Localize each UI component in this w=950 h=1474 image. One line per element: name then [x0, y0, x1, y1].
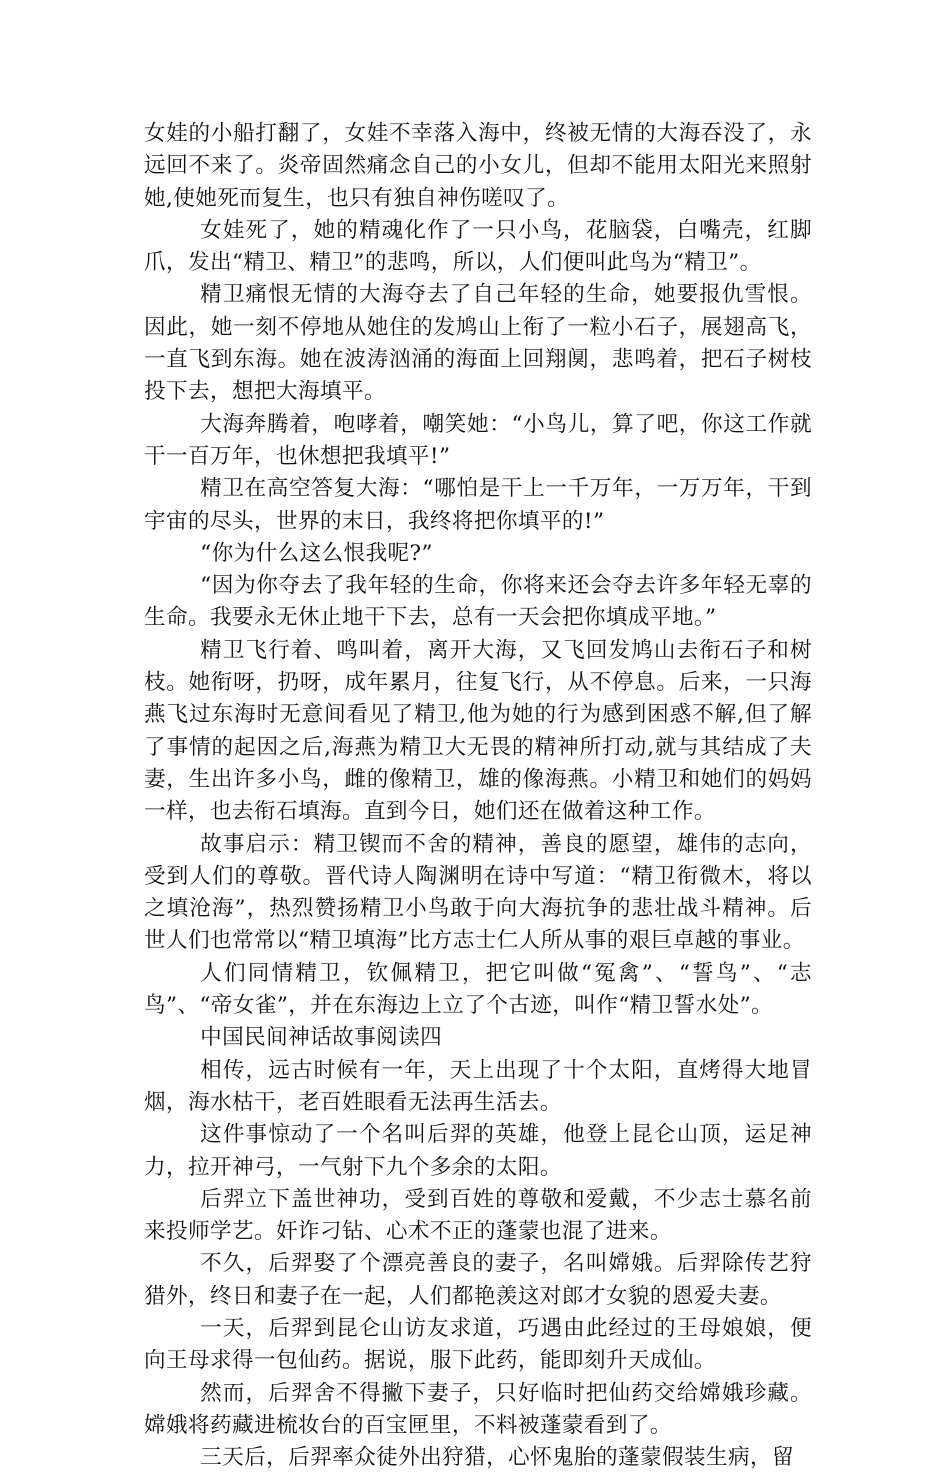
- section-heading: 中国民间神话故事阅读四: [200, 1025, 443, 1051]
- paragraph: “你为什么这么恨我呢?”: [200, 540, 433, 566]
- paragraph: 人们同情精卫，钦佩精卫，把它叫做“冤禽”、“誓鸟”、“志鸟”、“帝女雀”，并在东海边上立了个古迹，叫作“精卫誓水处”。: [144, 960, 812, 1019]
- paragraph: 女娃死了，她的精魂化作了一只小鸟，花脑袋，白嘴壳，红脚爪，发出“精卫、精卫”的悲鸣，所以，人们便叫此鸟为“精卫”。: [144, 217, 812, 276]
- paragraph: 这件事惊动了一个名叫后羿的英雄，他登上昆仑山顶，运足神力，拉开神弓，一气射下九个多余的太阳。: [144, 1122, 812, 1180]
- document-body: [144, 118, 812, 1474]
- paragraph: 精卫在高空答复大海：“哪怕是干上一千万年，一万万年，干到宇宙的尽头，世界的末日，我终将把你填平的!”: [144, 476, 812, 534]
- paragraph: 一天，后羿到昆仑山访友求道，巧遇由此经过的王母娘娘，便向王母求得一包仙药。据说，服下此药，能即刻升天成仙。: [144, 1315, 812, 1374]
- paragraph: 精卫痛恨无情的大海夺去了自己年轻的生命，她要报仇雪恨。因此，她一刻不停地从她住的发鸠山上衔了一粒小石子，展翅高飞，一直飞到东海。她在波涛汹涌的海面上回翔阒，悲鸣着，把石子树枝投下去，想把大海填平。: [144, 282, 812, 405]
- paragraph: 后羿立下盖世神功，受到百姓的尊敬和爱戴，不少志士慕名前来投师学艺。奸诈刁钻、心术不正的蓬蒙也混了进来。: [144, 1186, 812, 1245]
- paragraph: 大海奔腾着，咆哮着，嘲笑她：“小鸟儿，算了吧，你这工作就干一百万年，也休想把我填平!”: [144, 411, 812, 469]
- paragraph: 女娃的小船打翻了，女娃不幸落入海中，终被无情的大海吞没了，永远回不来了。炎帝固然痛念自己的小女儿，但却不能用太阳光来照射她,使她死而复生，也只有独自神伤嗟叹了。: [144, 121, 812, 211]
- paragraph: 故事启示：精卫锲而不舍的精神，善良的愿望，雄伟的志向，受到人们的尊敬。晋代诗人陶渊明在诗中写道：“精卫衔微木，将以之填沧海”，热烈赞扬精卫小鸟敢于向大海抗争的悲壮战斗精神。后世人们也常常以“精卫填海”比方志士仁人所从事的艰巨卓越的事业。: [144, 831, 812, 954]
- paragraph: 相传，远古时候有一年，天上出现了十个太阳，直烤得大地冒烟，海水枯干，老百姓眼看无法再生活去。: [144, 1057, 812, 1115]
- paragraph: “因为你夺去了我年轻的生命，你将来还会夺去许多年轻无辜的生命。我要永无休止地干下去，总有一天会把你填成平地。”: [144, 573, 812, 631]
- paragraph: 三天后，后羿率众徒外出狩猎，心怀鬼胎的蓬蒙假装生病，留: [200, 1445, 794, 1471]
- paragraph: 然而，后羿舍不得撇下妻子，只好临时把仙药交给嫦娥珍藏。嫦娥将药藏进梳妆台的百宝匣里，不料被蓬蒙看到了。: [144, 1380, 812, 1438]
- paragraph: 不久，后羿娶了个漂亮善良的妻子，名叫嫦娥。后羿除传艺狩猎外，终日和妻子在一起，人们都艳羡这对郎才女貌的恩爱夫妻。: [144, 1251, 812, 1309]
- paragraph: 精卫飞行着、鸣叫着，离开大海，又飞回发鸠山去衔石子和树枝。她衔呀，扔呀，成年累月，往复飞行，从不停息。后来，一只海燕飞过东海时无意间看见了精卫,他为她的行为感到困惑不解,但了解了事情的起因之后,海燕为精卫大无畏的精神所打动,就与其结成了夫妻，生出许多小鸟，雌的像精卫，雄的像海燕。小精卫和她们的妈妈一样，也去衔石填海。直到今日，她们还在做着这种工作。: [144, 637, 812, 825]
